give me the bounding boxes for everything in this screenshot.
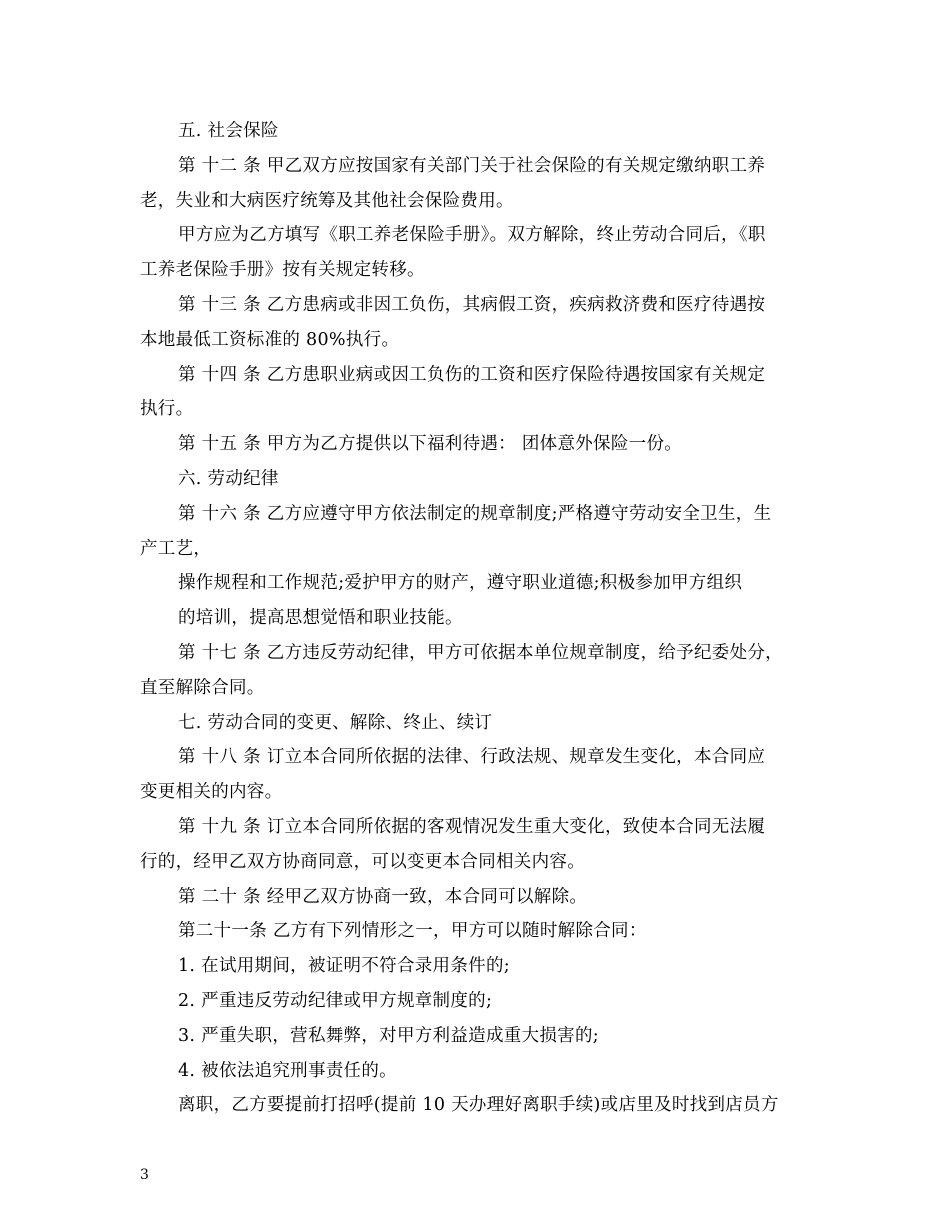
- text-line: 第 十三 条 乙方患病或非因工负伤，其病假工资，疾病救济费和医疗待遇按: [178, 295, 766, 315]
- text-line: 第 十八 条 订立本合同所依据的法律、行政法规、规章发生变化，本合同应: [178, 747, 766, 768]
- text-line: 本地最低工资标准的 80%执行。: [140, 329, 400, 350]
- text-line: 2. 严重违反劳动纪律或甲方规章制度的;: [178, 991, 493, 1011]
- text-line: 第 十四 条 乙方患职业病或因工负伤的工资和医疗保险待遇按国家有关规定: [178, 364, 766, 385]
- text-line: 3. 严重失职，营私舞弊，对甲方利益造成重大损害的;: [178, 1025, 599, 1046]
- text-line: 的培训，提高思想觉悟和职业技能。: [178, 608, 463, 629]
- text-line: 第 十五 条 甲方为乙方提供以下福利待遇： 团体意外保险一份。: [178, 434, 683, 455]
- text-line: 1. 在试用期间，被证明不符合录用条件的;: [178, 956, 510, 977]
- text-line: 执行。: [140, 399, 194, 420]
- text-line: 操作规程和工作规范;爱护甲方的财产，遵守职业道德;积极参加甲方组织: [178, 573, 743, 594]
- text-line: 4. 被依法追究刑事责任的。: [178, 1060, 397, 1081]
- text-line: 第 十六 条 乙方应遵守甲方依法制定的规章制度;严格遵守劳动安全卫生，生: [178, 503, 772, 524]
- text-line: 五. 社会保险: [178, 121, 279, 141]
- page-number: 3: [140, 1167, 149, 1183]
- text-line: 六. 劳动纪律: [178, 469, 279, 489]
- text-line: 直至解除合同。: [140, 677, 265, 698]
- text-line: 七. 劳动合同的变更、解除、终止、续订: [178, 712, 493, 733]
- text-line: 第 十九 条 订立本合同所依据的客观情况发生重大变化，致使本合同无法履: [178, 817, 766, 837]
- text-line: 第 二十 条 经甲乙双方协商一致，本合同可以解除。: [178, 886, 588, 907]
- text-line: 变更相关的内容。: [140, 782, 283, 803]
- text-line: 离职，乙方要提前打招呼(提前 10 天办理好离职手续)或店里及时找到店员方: [178, 1095, 779, 1116]
- text-line: 第 十七 条 乙方违反劳动纪律，甲方可依据本单位规章制度，给予纪委处分，: [178, 643, 783, 663]
- text-line: 工养老保险手册》按有关规定转移。: [140, 260, 425, 281]
- text-line: 甲方应为乙方填写《职工养老保险手册》。双方解除，终止劳动合同后，《职: [178, 225, 766, 246]
- text-line: 老，失业和大病医疗统筹及其他社会保险费用。: [140, 190, 514, 211]
- text-line: 第二十一条 乙方有下列情形之一，甲方可以随时解除合同：: [178, 921, 647, 942]
- text-line: 产工艺，: [140, 538, 212, 559]
- text-line: 第 十二 条 甲乙双方应按国家有关部门关于社会保险的有关规定缴纳职工养: [178, 155, 766, 176]
- text-line: 行的，经甲乙双方协商同意，可以变更本合同相关内容。: [140, 851, 585, 872]
